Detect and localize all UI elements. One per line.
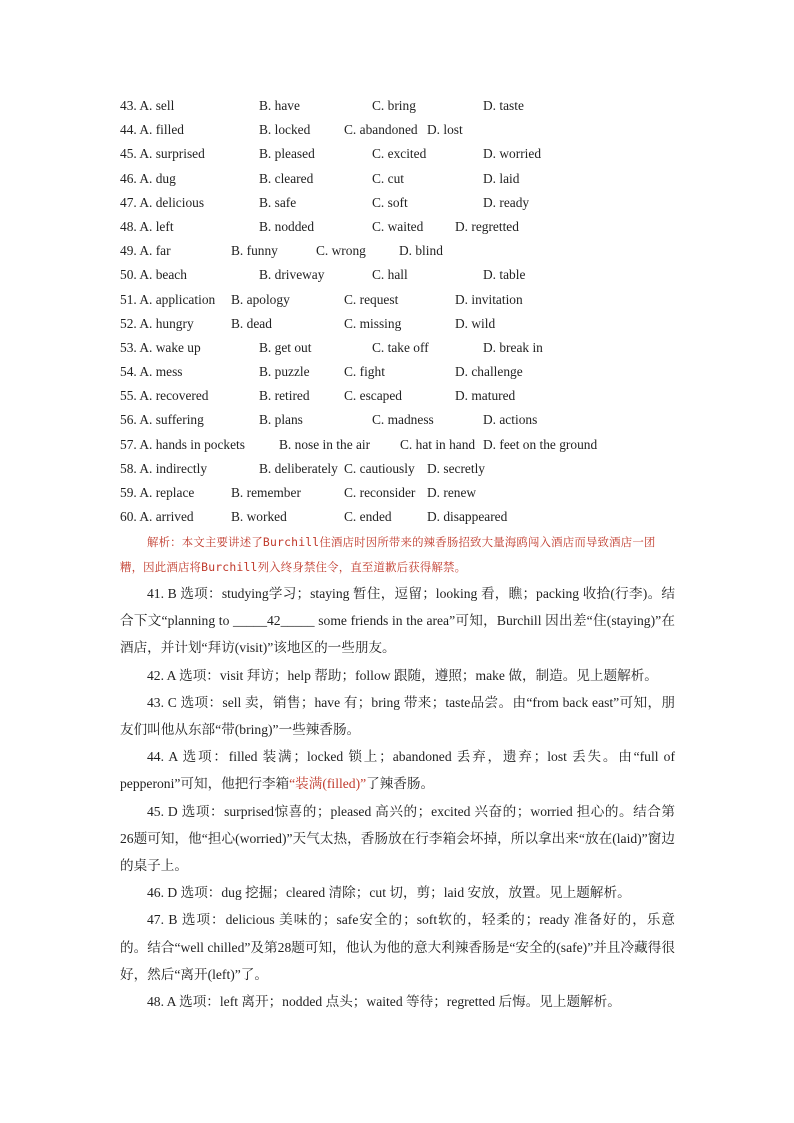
answer-42: 42. A 选项：visit 拜访；help 帮助；follow 跟随，遵照；make 做，制造。见上题解析。 xyxy=(147,667,658,683)
question-row xyxy=(120,263,720,287)
option-a: 50. A. beach xyxy=(120,267,187,283)
option-d: D. regretted xyxy=(455,218,519,234)
option-b: B. apology xyxy=(231,291,290,307)
option-b: B. locked xyxy=(259,122,311,138)
option-c: C. soft xyxy=(372,194,408,210)
option-b: B. have xyxy=(259,98,300,113)
option-d: D. disappeared xyxy=(427,509,508,525)
option-a: 57. A. hands in pockets xyxy=(120,436,245,452)
option-d: D. table xyxy=(483,267,526,283)
option-a: 59. A. replace xyxy=(120,485,195,500)
question-row xyxy=(120,457,720,481)
option-a: 51. A. application xyxy=(120,291,216,307)
option-b: B. remember xyxy=(231,485,301,500)
option-d: D. break in xyxy=(483,339,543,355)
question-row xyxy=(120,384,720,408)
option-a: 45. A. surprised xyxy=(120,146,205,162)
question-row xyxy=(120,336,720,360)
question-row xyxy=(120,118,720,142)
option-c: C. cautiously xyxy=(344,460,415,476)
option-d: D. blind xyxy=(399,243,443,259)
option-a: 47. A. delicious xyxy=(120,194,205,210)
option-a: 54. A. mess xyxy=(120,364,183,380)
option-a: 55. A. recovered xyxy=(120,388,209,404)
option-c: C. wrong xyxy=(316,243,366,259)
option-c: C. ended xyxy=(344,509,392,525)
option-d: D. lost xyxy=(427,122,463,138)
option-b: B. puzzle xyxy=(259,364,310,380)
option-b: B. retired xyxy=(259,388,310,404)
option-b: B. deliberately xyxy=(259,460,338,476)
option-c: C. fight xyxy=(344,364,385,380)
option-d: D. ready xyxy=(483,194,530,210)
option-c: C. hat in hand xyxy=(400,436,476,452)
answer-explanations xyxy=(120,580,675,1015)
passage-summary: 解析：本文主要讲述了Burchill住酒店时因所带来的辣香肠招致大量海鸥闯入酒店而导致酒店一团糟，因此酒店将Burchill列入终身禁住令，直至道歉后获得解禁。 xyxy=(120,535,656,574)
option-a: 46. A. dug xyxy=(120,170,176,186)
option-c: C. bring xyxy=(372,98,416,113)
option-c: C. excited xyxy=(372,146,427,162)
answer-45: 45. D 选项：surprised惊喜的；pleased 高兴的；excited 兴奋的；worried 担心的。结合第26题可知，他“担心(worried)”天气太热，香肠放在行李箱会坏掉，所以拿出来“放在(laid)”窗边的桌子上。 xyxy=(120,803,675,874)
option-c: C. cut xyxy=(372,170,404,186)
option-c: C. waited xyxy=(372,218,424,234)
option-d: D. challenge xyxy=(455,364,523,380)
choice-list xyxy=(120,94,720,529)
question-row xyxy=(120,215,720,239)
question-row xyxy=(120,288,720,312)
option-b: B. safe xyxy=(259,194,297,210)
option-c: C. abandoned xyxy=(344,122,418,138)
option-a: 43. A. sell xyxy=(120,98,175,113)
option-a: 49. A. far xyxy=(120,243,171,259)
answer-44-tail: 了辣香肠。 xyxy=(366,776,435,792)
option-c: C. madness xyxy=(372,412,434,428)
question-row xyxy=(120,312,720,336)
question-row xyxy=(120,433,720,457)
question-row xyxy=(120,239,720,263)
answer-47: 47. B 选项：delicious 美味的；safe安全的；soft软的，轻柔的；ready 准备好的，乐意的。结合“well chilled”及第28题可知，他认为他的意大利辣香肠是“安全的(safe)”并且冷藏得很好，然后“离开(left)”了。 xyxy=(120,912,675,982)
option-a: 60. A. arrived xyxy=(120,509,194,525)
question-row xyxy=(120,481,720,505)
option-d: D. invitation xyxy=(455,291,523,307)
answer-44-highlight: “装满(filled)” xyxy=(289,776,367,792)
question-row xyxy=(120,142,720,166)
answer-43: 43. C 选项：sell 卖，销售；have 有；bring 带来；taste品尝。由“from back east”可知，朋友们叫他从东部“带(bring)”一些辣香肠。 xyxy=(120,694,675,738)
option-d: D. worried xyxy=(483,146,542,162)
option-d: D. feet on the ground xyxy=(483,436,598,452)
option-b: B. get out xyxy=(259,339,312,355)
option-a: 48. A. left xyxy=(120,218,174,234)
option-b: B. nodded xyxy=(259,218,315,234)
option-d: D. taste xyxy=(483,98,524,113)
option-b: B. funny xyxy=(231,243,278,259)
option-d: D. actions xyxy=(483,412,538,428)
option-a: 58. A. indirectly xyxy=(120,460,208,476)
option-b: B. pleased xyxy=(259,146,315,162)
option-c: C. request xyxy=(344,291,399,307)
option-d: D. secretly xyxy=(427,460,486,476)
option-b: B. worked xyxy=(231,509,287,525)
answer-46: 46. D 选项：dug 挖掘；cleared 清除；cut 切，剪；laid 安放，放置。见上题解析。 xyxy=(147,885,631,901)
answer-48: 48. A 选项：left 离开；nodded 点头；waited 等待；regretted 后悔。见上题解析。 xyxy=(147,994,621,1010)
answer-44 xyxy=(120,743,675,797)
option-a: 52. A. hungry xyxy=(120,315,194,331)
option-b: B. dead xyxy=(231,315,272,331)
option-c: C. missing xyxy=(344,315,402,331)
option-b: B. plans xyxy=(259,412,303,428)
option-d: D. matured xyxy=(455,388,516,404)
answer-41: 41. B 选项：studying学习；staying 暂住，逗留；looking 看，瞧；packing 收拾(行李)。结合下文“planning to _____42_____ some friends in the area”可知，Burchill 因出差“住(staying)”在酒店，并计划“拜访(visit)”该地区的一些朋友。 xyxy=(120,586,675,656)
option-b: B. nose in the air xyxy=(279,436,371,452)
option-c: C. take off xyxy=(372,339,429,355)
question-row xyxy=(120,408,720,432)
question-row xyxy=(120,167,720,191)
question-row xyxy=(120,505,720,529)
question-row xyxy=(120,94,720,118)
option-c: C. escaped xyxy=(344,388,403,404)
option-a: 56. A. suffering xyxy=(120,412,204,428)
answer-44-text: 44. A 选项：filled 装满；locked 锁上；abandoned 丢弃，遗弃；lost 丢失。由“full of pepperoni”可知，他把行李箱 xyxy=(120,749,675,792)
option-d: D. wild xyxy=(455,315,496,331)
option-b: B. driveway xyxy=(259,267,325,283)
option-c: C. reconsider xyxy=(344,485,416,500)
option-a: 53. A. wake up xyxy=(120,339,201,355)
question-row xyxy=(120,191,720,215)
option-b: B. cleared xyxy=(259,170,314,186)
option-a: 44. A. filled xyxy=(120,122,184,138)
option-d: D. renew xyxy=(427,485,477,500)
option-c: C. hall xyxy=(372,267,408,283)
question-row xyxy=(120,360,720,384)
option-d: D. laid xyxy=(483,170,520,186)
